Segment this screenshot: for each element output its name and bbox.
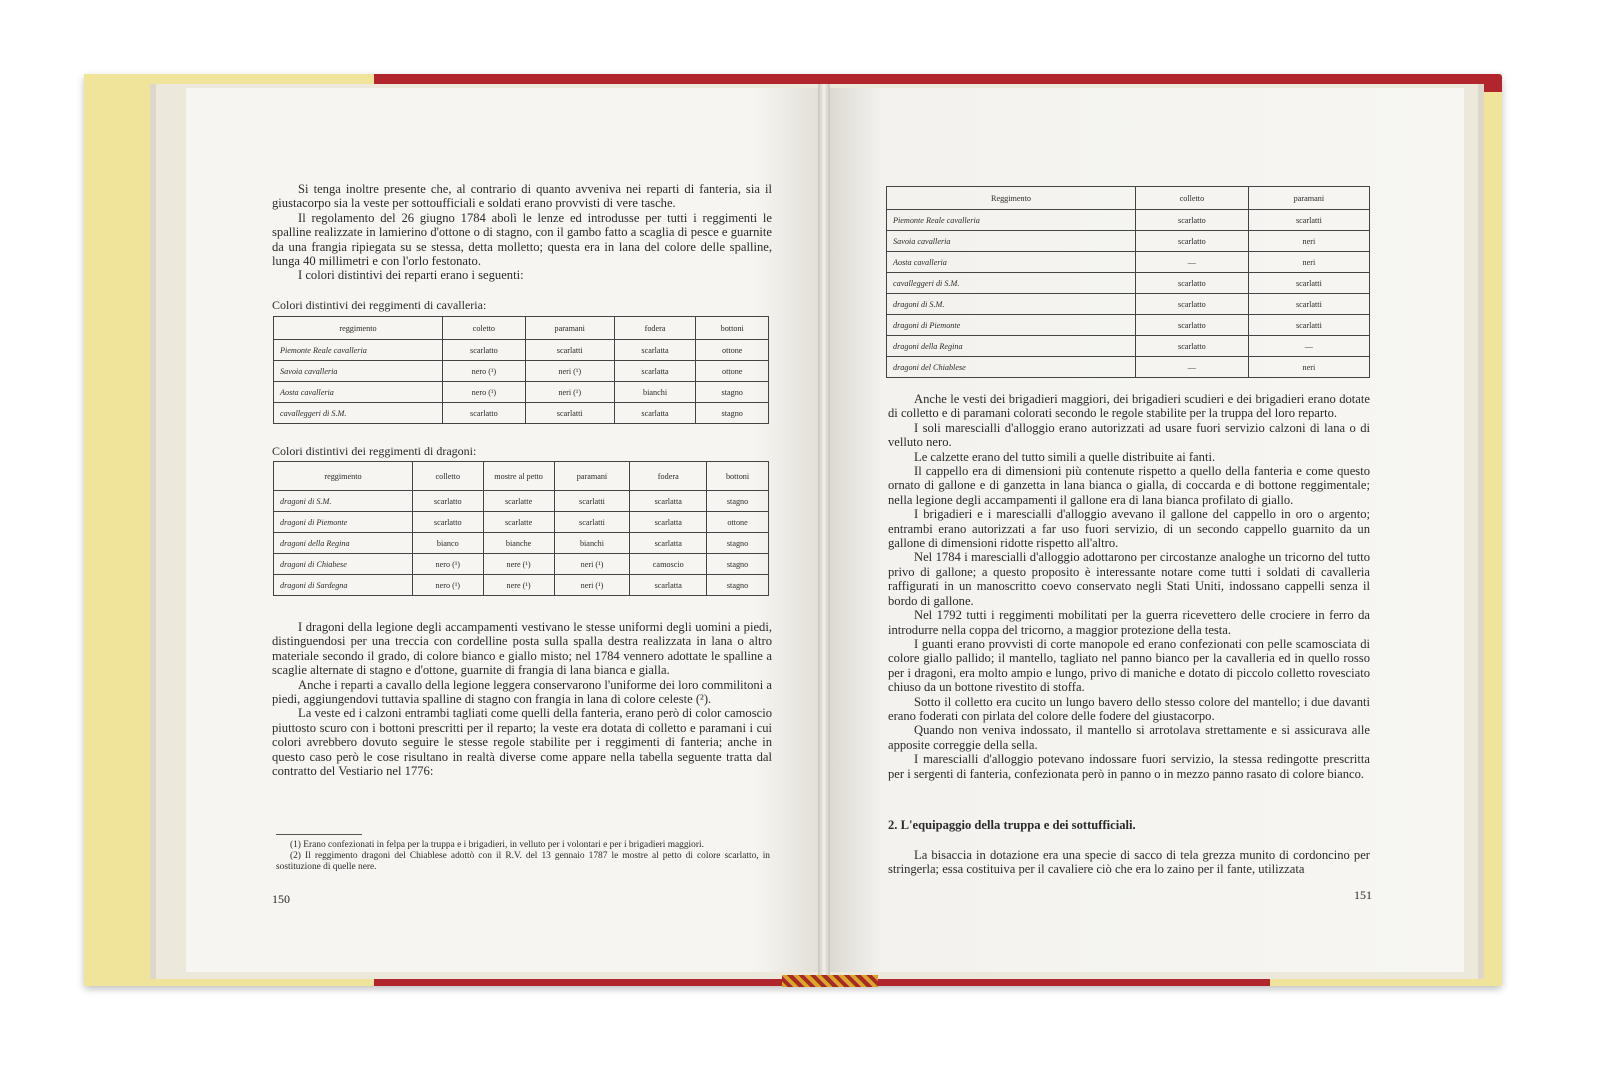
table-cell: cavalleggeri di S.M. (887, 273, 1136, 294)
table-header: mostre al petto (483, 462, 554, 491)
left-intro-text (272, 182, 772, 283)
table-cell: nero (¹) (443, 382, 526, 403)
table-cell: neri (¹) (554, 554, 630, 575)
uniform-contract-table (886, 186, 1370, 378)
table-cell: Savoia cavalleria (887, 231, 1136, 252)
table-row (274, 403, 769, 424)
table-row (274, 340, 769, 361)
right-section-text (888, 848, 1370, 877)
table-cell: scarlatto (1136, 336, 1249, 357)
left-body-text (272, 620, 772, 778)
table-cell: scarlatto (1136, 315, 1249, 336)
table-cell: bianchi (614, 382, 696, 403)
table-cell: stagno (707, 491, 769, 512)
table-cell: bianche (483, 533, 554, 554)
table-header: reggimento (274, 462, 413, 491)
table-cell: scarlatto (1136, 210, 1249, 231)
table-cell: nere (¹) (483, 575, 554, 596)
table-row (274, 575, 769, 596)
table-cell: dragoni del Chiablese (887, 357, 1136, 378)
table-cell: scarlatta (614, 361, 696, 382)
table-cell: neri (¹) (554, 575, 630, 596)
paragraph: La bisaccia in dotazione era una specie di sacco di tela grezza munito di cordoncino per stringerla; essa costituiva per il cavaliere ciò che era lo zaino per il fante, utilizzata (888, 848, 1370, 877)
table-cell: Aosta cavalleria (887, 252, 1136, 273)
paragraph: Anche i reparti a cavallo della legione leggera conservarono l'uniforme dei loro commilitoni a piedi, aggiungendovi tuttavia spalline di stagno con frangia in lana di colore celeste (²). (272, 677, 772, 707)
table-cell: dragoni di Chiabese (274, 554, 413, 575)
table-cell: nero (¹) (443, 361, 526, 382)
paragraph: I brigadieri e i marescialli d'alloggio avevano il gallone del cappello in oro o argento; entrambi erano autorizzati a far uso fuori servizio, di un secondo cappello guarnito da un gallone di dimensioni ridotte rispetto all'altro. (888, 507, 1370, 551)
table-cell: — (1248, 336, 1369, 357)
table-row (274, 554, 769, 575)
table-cell: scarlatti (525, 403, 614, 424)
headband (782, 975, 878, 987)
table-header: colletto (1136, 187, 1249, 210)
paragraph: Le calzette erano del tutto simili a quelle distribuite ai fanti. (914, 449, 1216, 464)
paragraph: Il cappello era di dimensioni più contenute rispetto a quello della fanteria e come questo ornato di gallone e di ganzetta in lana bianca o gialla, di coccarda e di bottone reggimentale; nella legione degli accampamenti il gallone era di lana bianca profilato di giallo. (888, 464, 1370, 507)
paragraph: Sotto il colletto era cucito un lungo bavero dello stesso colore del mantello; i due davanti erano foderati con pirlata del colore delle fodere del giustacorpo. (888, 694, 1370, 723)
table-cell: stagno (707, 533, 769, 554)
table-row (887, 273, 1370, 294)
table-cell: Aosta cavalleria (274, 382, 443, 403)
table-header: reggimento (274, 317, 443, 340)
table-cell: scarlatti (1248, 315, 1369, 336)
table-row (887, 231, 1370, 252)
paragraph: I dragoni della legione degli accampamenti vestivano le stesse uniformi degli uomini a piedi, distinguendosi per una treccia con cordelline posta sulla spalla destra realizzata in lana o altro materiale secondo il grado, di colore bianco e giallo misto; nel 1784 vennero adottate le spalline a scaglie alternate di stagno e d'ottone, guarnite di frangia di lana bianca e gialla. (272, 620, 772, 678)
table-row (887, 357, 1370, 378)
paragraph: Anche le vesti dei brigadieri maggiori, dei brigadieri scudieri e dei brigadieri erano dotate di colletto e di paramani colorati secondo le regole stabilite per la truppa del loro reparto. (888, 392, 1370, 421)
table-cell: scarlatta (614, 403, 696, 424)
table-cell: ottone (707, 512, 769, 533)
table-cell: bianchi (554, 533, 630, 554)
table-cell: dragoni di S.M. (887, 294, 1136, 315)
paragraph: I soli marescialli d'alloggio erano autorizzati ad usare fuori servizio calzoni di lana o di velluto nero. (888, 420, 1370, 450)
table-cell: stagno (696, 382, 769, 403)
paragraph: Si tenga inoltre presente che, al contrario di quanto avveniva nei reparti di fanteria, sia il giustacorpo sia la veste per sottoufficiali e soldati erano provvisti di vere tasche. (272, 182, 772, 211)
table-row (274, 382, 769, 403)
table-cell: — (1136, 252, 1249, 273)
footnotes (276, 840, 770, 873)
table-cell: neri (1248, 357, 1369, 378)
table-cell: neri (1248, 231, 1369, 252)
table-cell: scarlatte (483, 512, 554, 533)
table-cell: scarlatta (630, 575, 707, 596)
table-cell: scarlatto (1136, 273, 1249, 294)
table-header: fodera (614, 317, 696, 340)
table-header: paramani (554, 462, 630, 491)
table-cell: Savoia cavalleria (274, 361, 443, 382)
table-cell: stagno (707, 554, 769, 575)
table-row (887, 252, 1370, 273)
table-cell: bianco (413, 533, 484, 554)
table-cell: stagno (696, 403, 769, 424)
table-cell: scarlatto (413, 512, 484, 533)
table-header: colletto (413, 462, 484, 491)
table-cell: dragoni di S.M. (274, 491, 413, 512)
page-number-right: 151 (1354, 888, 1372, 902)
table-cell: neri (¹) (525, 382, 614, 403)
table-row (274, 533, 769, 554)
table2-caption: Colori distintivi dei reggimenti di dragoni: (272, 444, 477, 458)
table-cell: scarlatti (1248, 294, 1369, 315)
table-cell: dragoni di Piemonte (887, 315, 1136, 336)
table-cell: neri (1248, 252, 1369, 273)
paragraph: La veste ed i calzoni entrambi tagliati come quelli della fanteria, erano però di color camoscio piuttosto scuro con i bottoni prescritti per il reparto; la veste era dotata di colletto e paramani i cui colori avrebbero dovuto seguire le stesse regole stabilite per i reggimenti di fanteria; anche in questo caso però le cose risultano in realtà diverse come appare nella tabella seguente tratta dal contratto del Vestiario nel 1776: (272, 706, 772, 779)
right-body-text (888, 392, 1370, 781)
table-header: coletto (443, 317, 526, 340)
table-cell: scarlatta (614, 340, 696, 361)
table-row (887, 336, 1370, 357)
table-header: bottoni (696, 317, 769, 340)
paragraph: Il regolamento del 26 giugno 1784 abolì le lenze ed introdusse per tutti i reggimenti le spalline realizzate in lamierino d'ottone o di stagno, con il gambo fatto a scaglia di pesce e guarnite da una frangia ripiegata su se stessa, detta molletto; questa era in lana del colore delle spalline, lunga 40 millimetri e con l'orlo festonato. (272, 210, 772, 269)
table-row (887, 294, 1370, 315)
table-header: Reggimento (887, 187, 1136, 210)
table-cell: scarlatta (630, 512, 707, 533)
table-cell: nero (¹) (413, 554, 484, 575)
table-header: fodera (630, 462, 707, 491)
table-row (274, 512, 769, 533)
table-cell: scarlatta (630, 533, 707, 554)
paragraph: I guanti erano provvisti di corte manopole ed erano confezionati con pelle scamosciata di colore giallo pallido; il mantello, tagliato nel panno bianco per la cavalleria ed in quello rosso per i dragoni, era molto ampio e lungo, privo di maniche e dotato di piccolo colletto rovesciato chiuso da un bottone rivestito di stoffa. (888, 636, 1370, 695)
table-cell: — (1136, 357, 1249, 378)
table-cell: scarlatti (554, 491, 630, 512)
table-cell: scarlatti (554, 512, 630, 533)
paragraph: Nel 1792 tutti i reggimenti mobilitati per la guerra ricevettero delle crociere in ferro da introdurre nella coppa del tricorno, a maggior protezione della testa. (888, 608, 1370, 637)
table-cell: Piemonte Reale cavalleria (887, 210, 1136, 231)
table-cell: nero (¹) (413, 575, 484, 596)
paragraph: I marescialli d'alloggio potevano indossare fuori servizio, la stessa redingotte prescritta per i sergenti di fanteria, confezionata però in panno o in mezzo panno rasato di colore bianco. (888, 752, 1370, 781)
dragoons-colors-table (273, 461, 769, 596)
footnote: (1) Erano confezionati in felpa per la truppa e i brigadieri, in velluto per i volontari e per i brigadieri maggiori. (290, 840, 704, 850)
table-cell: scarlatti (1248, 273, 1369, 294)
table-row (274, 361, 769, 382)
paragraph: Nel 1784 i marescialli d'alloggio adottarono per circostanze analoghe un tricorno del tutto privo di gallone; a questo proposito è interessante notare come tutti i soldati di cavalleria raffigurati in un manoscritto coevo conservato negli Stati Uniti, indossano cappelli senza il bordo di gallone. (888, 550, 1370, 608)
table-cell: scarlatto (1136, 231, 1249, 252)
footnote-rule (276, 834, 362, 835)
table-cell: scarlatto (1136, 294, 1249, 315)
table-header: bottoni (707, 462, 769, 491)
table-row (887, 210, 1370, 231)
table-cell: stagno (707, 575, 769, 596)
table-cell: scarlatto (443, 403, 526, 424)
paragraph: I colori distintivi dei reparti erano i seguenti: (298, 268, 524, 283)
table-cell: scarlatti (525, 340, 614, 361)
table-cell: ottone (696, 340, 769, 361)
table-cell: scarlatta (630, 491, 707, 512)
table-row (887, 315, 1370, 336)
table-cell: scarlatto (413, 491, 484, 512)
table-cell: ottone (696, 361, 769, 382)
table-cell: neri (¹) (525, 361, 614, 382)
table-cell: camoscio (630, 554, 707, 575)
cavalry-colors-table (273, 316, 769, 424)
page-number-left: 150 (272, 892, 290, 906)
table-cell: dragoni della Regina (274, 533, 413, 554)
section-title: 2. L'equipaggio della truppa e dei sottufficiali. (888, 818, 1136, 832)
table-cell: scarlatto (443, 340, 526, 361)
table-cell: scarlatte (483, 491, 554, 512)
table-row (274, 491, 769, 512)
table-cell: cavalleggeri di S.M. (274, 403, 443, 424)
paragraph: Quando non veniva indossato, il mantello si arrotolava strettamente e si assicurava alle apposite correggie della sella. (888, 723, 1370, 752)
table-cell: scarlatti (1248, 210, 1369, 231)
footnote: (2) Il reggimento dragoni del Chiablese adottò con il R.V. del 13 gennaio 1787 le mostre al petto di colore scarlatto, in sostituzione di quelle nere. (276, 851, 770, 872)
table-cell: dragoni della Regina (887, 336, 1136, 357)
table-header: paramani (1248, 187, 1369, 210)
table-header: paramani (525, 317, 614, 340)
table1-caption: Colori distintivi dei reggimenti di cavalleria: (272, 298, 487, 312)
table-cell: Piemonte Reale cavalleria (274, 340, 443, 361)
table-cell: dragoni di Sardegna (274, 575, 413, 596)
table-cell: dragoni di Piemonte (274, 512, 413, 533)
table-cell: nere (¹) (483, 554, 554, 575)
book-spine (818, 84, 830, 984)
